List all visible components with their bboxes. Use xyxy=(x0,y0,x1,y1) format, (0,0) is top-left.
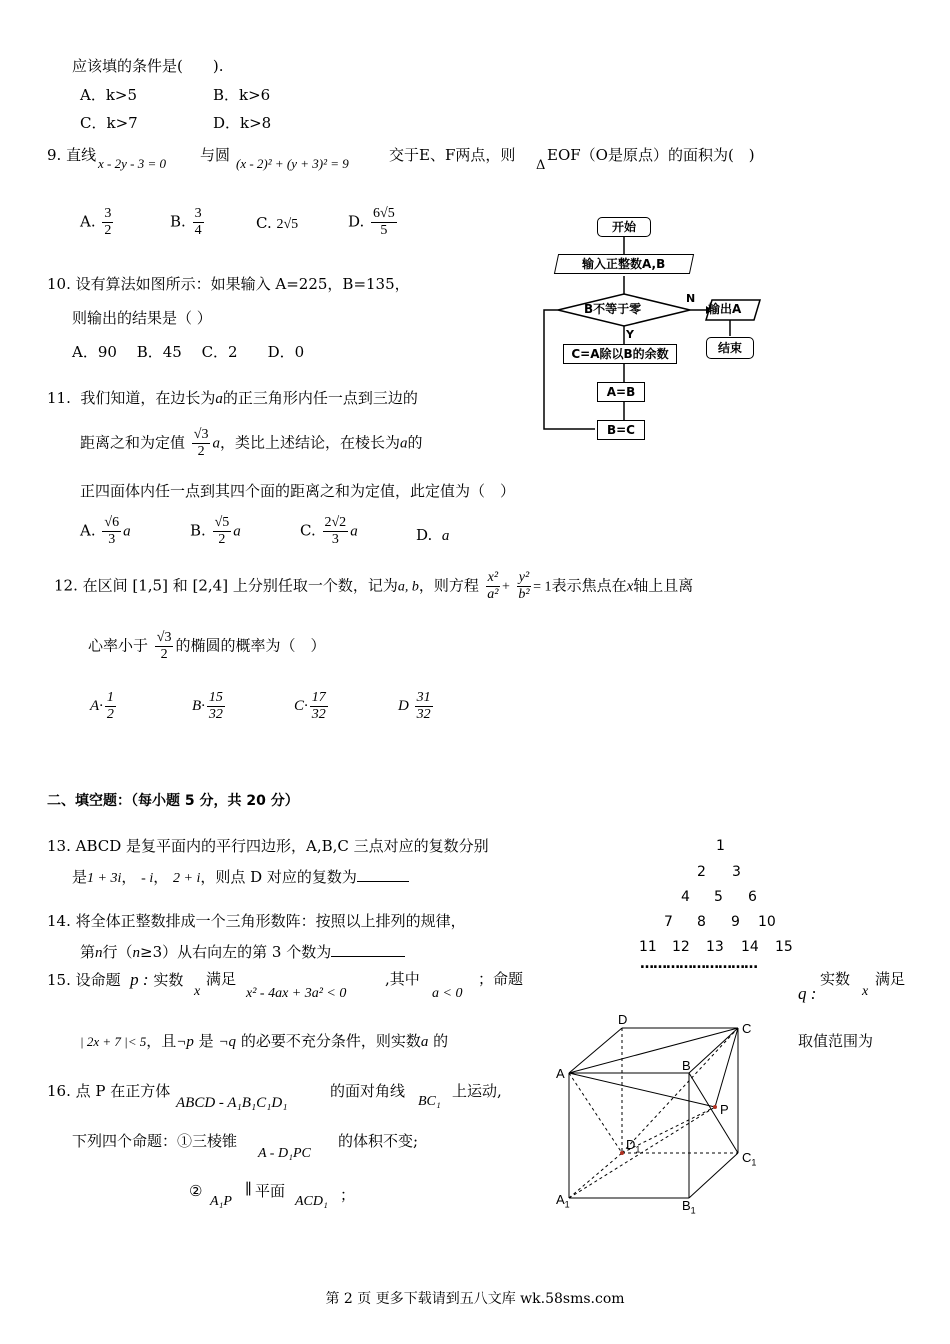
flowchart-end: 结束 xyxy=(706,337,754,359)
q15-satisfies-2: 满足 xyxy=(875,970,906,988)
q9-option-c: C. 2√5 xyxy=(256,214,299,232)
q8-option-c: C．k>7 xyxy=(80,114,138,132)
triangle-dots: ……………………… xyxy=(640,956,757,972)
triangle-row-5-item: 13 xyxy=(706,939,724,955)
q16-bc1: BC₁ xyxy=(418,1094,441,1109)
triangle-row-5-item: 14 xyxy=(741,939,759,955)
q15-where: ,其中 xyxy=(385,970,420,988)
cube-label-p: P xyxy=(720,1102,729,1117)
q8-option-b: B．k>6 xyxy=(213,86,271,104)
q12-option-a: A· $\frac{1}{2}$ xyxy=(90,690,114,723)
cube-label-a: A xyxy=(556,1066,565,1081)
q9-option-a: A. $\frac{3}{2}$ xyxy=(80,206,112,239)
triangle-row-1: 1 xyxy=(716,838,725,854)
flowchart-step-remainder: C=A除以B的余数 xyxy=(563,344,677,364)
q15-line2: | 2x + 7 |< 5，且¬p 是 ¬q 的必要不充分条件，则实数a 的 xyxy=(80,1032,449,1050)
q14-line2: 第n行（n≥3）从右向左的第 3 个数为 xyxy=(80,942,405,962)
triangle-row-5-item: 11 xyxy=(639,939,657,955)
q8-stem: 应该填的条件是( ). xyxy=(72,57,224,75)
q12-line1: 12. 在区间 [1,5] 和 [2,4] 上分别任取一个数，记为a, b，则方程 $\frac{\text{x²}}{\text{a²}}$ + $\frac{\text{y²}}{\text{b²}}$ = 1表示焦点在x轴上且离 xyxy=(54,570,694,603)
q15-proposition: ；命题 xyxy=(478,970,524,988)
cube-label-b: B xyxy=(682,1058,691,1073)
q10-stem: 10. 设有算法如图所示：如果输入 A=225，B=135， xyxy=(47,275,410,293)
q8-option-a: A．k>5 xyxy=(80,86,138,104)
q15-var-x: x xyxy=(194,984,201,999)
q15-q: q : xyxy=(798,984,817,1003)
flowchart-step-assign-b: B=C xyxy=(597,420,645,440)
cube-label-d: D xyxy=(618,1012,628,1027)
q16-item2-num: ② xyxy=(189,1182,203,1200)
q16-a1p: A₁P xyxy=(210,1194,232,1209)
q12-option-c: C· $\frac{17}{32}$ xyxy=(294,690,326,723)
cube-label-c1: $C_1$ xyxy=(742,1150,757,1168)
q11-line3: 正四面体内任一点到其四个面的距离之和为定值，此定值为（ ） xyxy=(80,482,516,500)
flowchart-output: 输出A xyxy=(708,302,742,316)
page-footer: 第 2 页 更多下载请到五八文库 wk.58sms.com xyxy=(325,1291,625,1307)
cube-label-d1: $D_1$ xyxy=(626,1137,641,1155)
section-fill-in-title: 二、填空题：（每小题 5 分，共 20 分） xyxy=(47,793,299,809)
q15-condition: a < 0 xyxy=(432,986,463,1001)
q12-option-b: B· $\frac{15}{32}$ xyxy=(192,690,223,723)
triangle-row-2-item: 3 xyxy=(732,864,741,880)
q9-line-equation: x - 2y - 3 = 0 xyxy=(98,156,166,171)
q11-line2: 距离之和为定值 $\frac{√3}{2}$ a，类比上述结论，在棱长为a的 xyxy=(80,427,423,460)
q9-text-tail: 交于E、F两点，则 xyxy=(389,146,516,164)
q9-option-b: B. $\frac{3}{4}$ xyxy=(170,206,202,239)
triangle-row-3-item: 6 xyxy=(748,889,757,905)
q9-number: 9. 直线 xyxy=(47,146,97,164)
triangle-row-4-item: 7 xyxy=(664,914,673,930)
q16-acd1: ACD₁ xyxy=(295,1194,328,1209)
q12-line2: 心率小于 $\frac{√3}{2}$ 的椭圆的概率为（ ） xyxy=(88,630,326,663)
cube-label-a1: $A_1$ xyxy=(556,1192,570,1210)
q13-answer-blank[interactable] xyxy=(357,867,409,882)
q14-line1: 14. 将全体正整数排成一个三角形数阵：按照以上排列的规律， xyxy=(47,912,466,930)
cube-label-b1: $B_1$ xyxy=(682,1198,696,1216)
flowchart-yes-label: Y xyxy=(626,328,634,341)
q16-semicolon: ； xyxy=(340,1186,356,1204)
flowchart-step-assign-a: A=B xyxy=(597,382,645,402)
q9-option-d: D. $\frac{6√5}{5}$ xyxy=(348,206,395,239)
q16-line1-c: 上运动, xyxy=(452,1082,502,1100)
q8-option-d: D．k>8 xyxy=(213,114,272,132)
q13-line2: 是1 + 3i， - i， 2 + i，则点 D 对应的复数为 xyxy=(72,867,409,888)
q16-line1-b: 的面对角线 xyxy=(330,1082,406,1100)
triangle-row-2-item: 2 xyxy=(697,864,706,880)
q15-real: 实数 xyxy=(820,970,851,988)
q9-text-tail2: EOF（O是原点）的面积为( ) xyxy=(547,146,755,164)
q16-plane: 平面 xyxy=(255,1182,286,1200)
triangle-row-3-item: 4 xyxy=(681,889,690,905)
q9-triangle-symbol: Δ xyxy=(536,158,546,173)
q15-satisfies: 满足 xyxy=(206,970,237,988)
flowchart-connectors xyxy=(540,210,790,450)
triangle-row-5-item: 15 xyxy=(775,939,793,955)
q9-text-mid: 与圆 xyxy=(200,146,231,164)
cube-diagram xyxy=(555,1010,775,1220)
q11-option-b: B. $\frac{√5}{2}$ a xyxy=(190,515,241,548)
q16-line2-b: 的体积不变; xyxy=(338,1132,419,1150)
q16-parallel: ∥ xyxy=(245,1180,252,1198)
q16-line2-a: 下列四个命题：①三棱锥 xyxy=(72,1132,238,1150)
flowchart-start: 开始 xyxy=(597,217,651,237)
q12-option-d: D $\frac{31}{32}$ xyxy=(398,690,431,723)
triangle-row-4-item: 9 xyxy=(731,914,740,930)
q15-line2-tail: 取值范围为 xyxy=(798,1032,874,1050)
triangle-row-5-item: 12 xyxy=(672,939,690,955)
triangle-row-4-item: 8 xyxy=(697,914,706,930)
triangle-row-4-item: 10 xyxy=(758,914,776,930)
q9-circle-equation: (x - 2)² + (y + 3)² = 9 xyxy=(236,156,349,171)
q13-line1: 13. ABCD 是复平面内的平行四边形，A,B,C 三点对应的复数分别 xyxy=(47,837,489,855)
q16-cube: ABCD - A₁B₁C₁D₁ xyxy=(176,1095,288,1111)
q15-line1-left: 15. 设命题 p : 实数 xyxy=(47,970,184,989)
q16-line1-a: 16. 点 P 在正方体 xyxy=(47,1082,171,1100)
q16-pyramid: A - D₁PC xyxy=(258,1146,311,1161)
q14-answer-blank[interactable] xyxy=(331,942,405,957)
q15-inequality: x² - 4ax + 3a² < 0 xyxy=(246,986,347,1001)
q11-line1: 11. 我们知道，在边长为a的正三角形内任一点到三边的 xyxy=(47,389,418,407)
q11-option-a: A. $\frac{√6}{3}$ a xyxy=(80,515,131,548)
q15-var-x-2: x xyxy=(862,984,869,999)
flowchart-condition: B不等于零 xyxy=(584,302,642,316)
q11-option-d: D. a xyxy=(416,526,450,544)
triangle-row-3-item: 5 xyxy=(714,889,723,905)
q11-option-c: C. $\frac{2√2}{3}$ a xyxy=(300,515,358,548)
q10-options: A．90 B．45 C．2 D．0 xyxy=(72,343,305,361)
flowchart-input: 输入正整数A,B xyxy=(554,254,694,274)
q10-stem-2: 则输出的结果是（ ） xyxy=(72,309,212,327)
cube-label-c: C xyxy=(742,1021,752,1036)
flowchart-no-label: N xyxy=(686,292,696,305)
